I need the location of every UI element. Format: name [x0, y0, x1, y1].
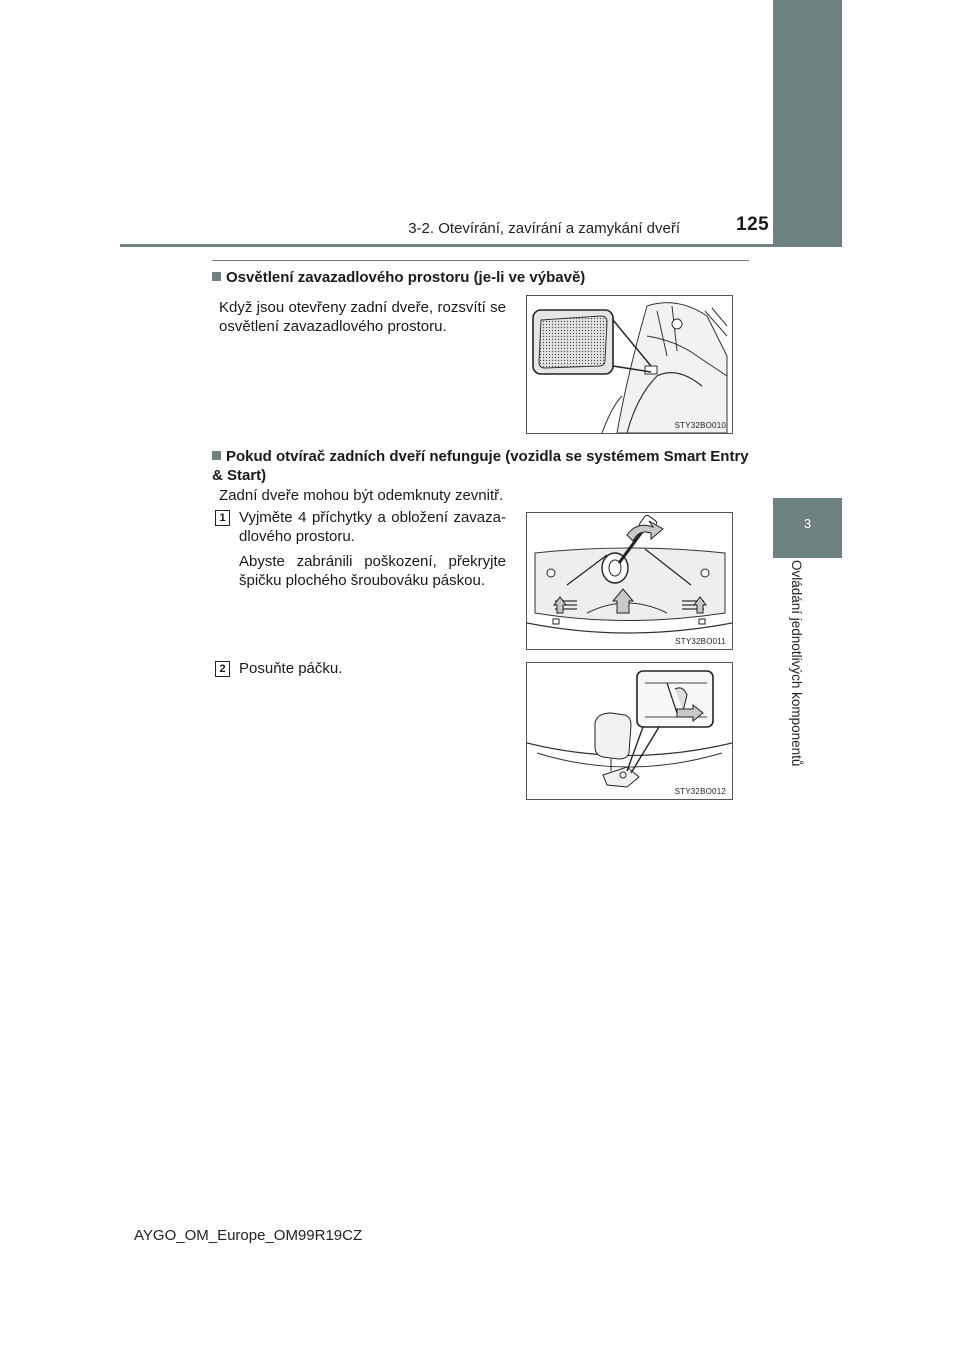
page-header-title: 3-2. Otevírání, zavírání a zamykání dveří: [408, 220, 680, 237]
footer-document-code: AYGO_OM_Europe_OM99R19CZ: [134, 1227, 363, 1244]
side-tab-bar: [773, 0, 842, 247]
page-number: 125: [736, 214, 770, 235]
luggage-light-illustration: [527, 296, 732, 433]
section-heading-text: Pokud otvírač zadních dveří nefunguje (vozidla se systémem Smart Entry & Start): [212, 448, 749, 484]
step-number-badge: 1: [215, 510, 230, 526]
section-intro: Zadní dveře mohou být odemknuty zevnitř.: [219, 487, 504, 504]
figure-luggage-light: [526, 295, 733, 434]
lever-illustration: [527, 663, 732, 799]
trim-removal-illustration: [527, 513, 732, 649]
header-rule: [120, 244, 842, 247]
figure-code: STY32BO011: [675, 637, 726, 646]
heading-square-icon: [212, 451, 221, 460]
section-heading-backdoor-opener: [212, 447, 752, 485]
figure-lever: [526, 662, 733, 800]
chapter-caption: Ovládání jednotlivých komponentů: [789, 560, 804, 767]
figure-code: STY32BO012: [674, 787, 726, 796]
chapter-tab: [773, 498, 842, 558]
section-heading-text: Osvětlení zavazadlového prostoru (je-li ve výbavě): [226, 269, 586, 286]
step-2-text: Posuňte páčku.: [239, 660, 343, 677]
section-divider: [212, 260, 749, 261]
figure-trim-removal: [526, 512, 733, 650]
section-text-luggage-light: Když jsou otevřeny zadní dveře, rozsvítí se osvětlení zavazadlového prostoru.: [219, 299, 506, 335]
section-heading-luggage-light: [212, 268, 752, 287]
heading-square-icon: [212, 272, 221, 281]
chapter-caption-container: [776, 560, 816, 800]
step-number-badge: 2: [215, 661, 230, 677]
figure-code: STY32BO010: [674, 421, 726, 430]
step-1-note: Abyste zabránili poškození, překryjte špičku plochého šroubováku páskou.: [239, 553, 506, 589]
chapter-number: 3: [803, 516, 812, 531]
step-1-text: Vyjměte 4 příchytky a obložení zavaza-dlového prostoru.: [239, 509, 506, 545]
